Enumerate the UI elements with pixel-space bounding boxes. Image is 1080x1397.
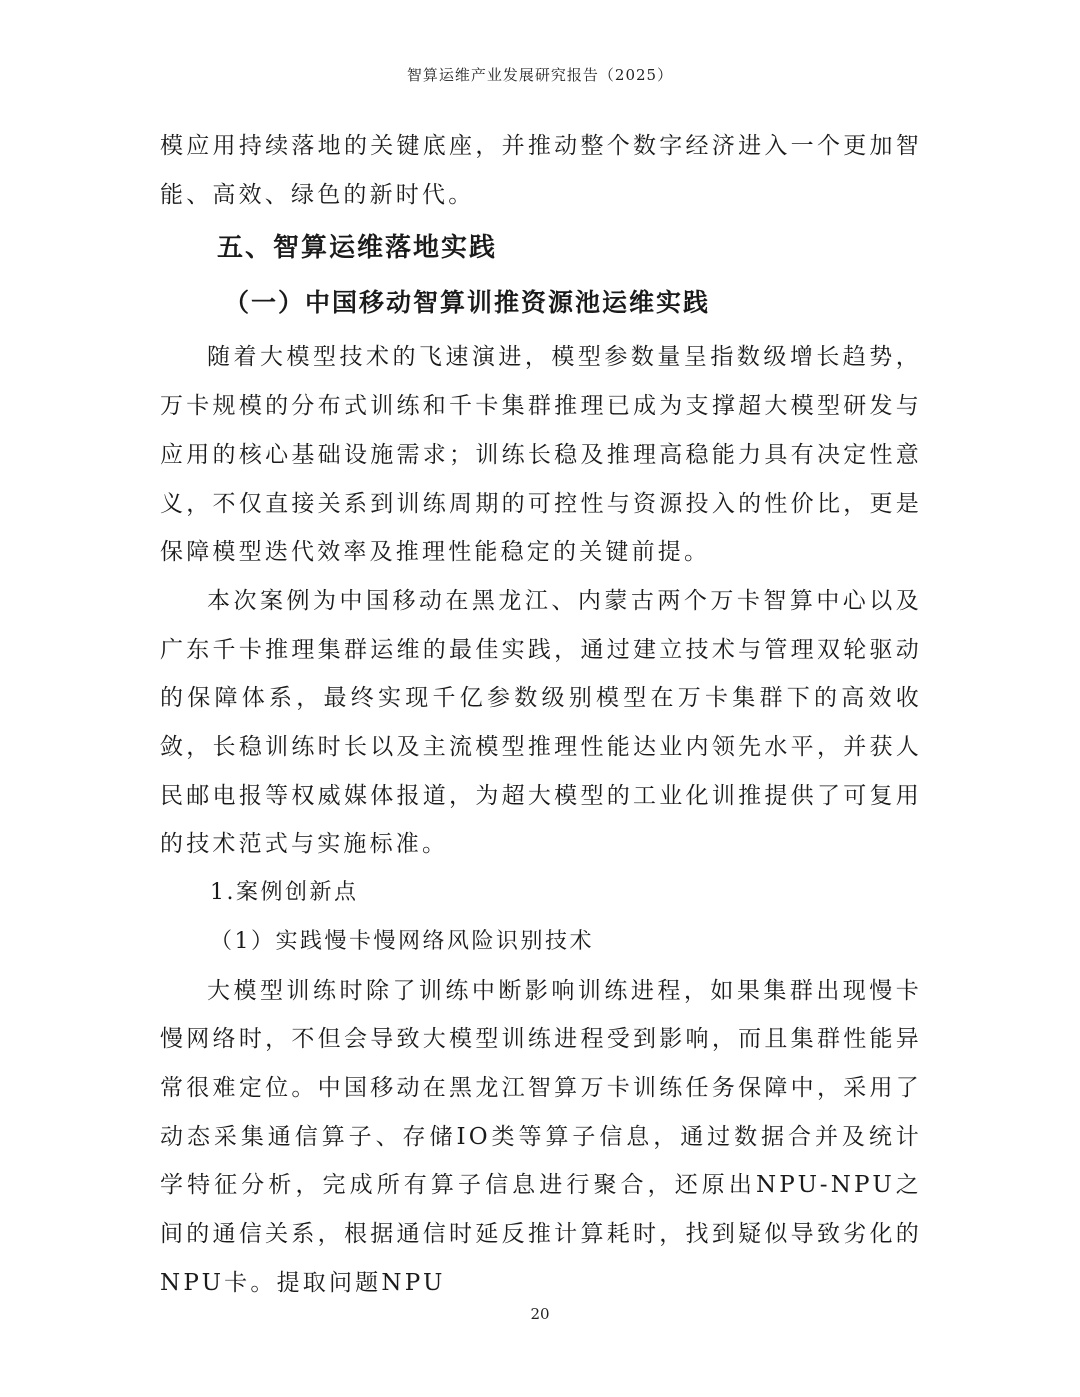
paragraph-tech: 大模型训练时除了训练中断影响训练进程，如果集群出现慢卡慢网络时，不但会导致大模型训练进程受到影响，而且集群性能异常很难定位。中国移动在黑龙江智算万卡训练任务保障中，采用了动态采集通信算子、存储IO类等算子信息，通过数据合并及统计学特征分析，完成所有算子信息进行聚合，还原出NPU-NPU之间的通信关系，根据通信时延反推计算耗时，找到疑似导致劣化的NPU卡。提取问题NPU (160, 977, 922, 1296)
running-header: 智算运维产业发展研究报告（2025） (406, 66, 674, 84)
subpoint-heading: （1）实践慢卡慢网络风险识别技术 (210, 928, 594, 954)
subsection-heading: （一）中国移动智算训推资源池运维实践 (224, 288, 711, 318)
point-heading: 1.案例创新点 (210, 880, 359, 906)
paragraph-continuation: 模应用持续落地的关键底座，并推动整个数字经济进入一个更加智能、高效、绿色的新时代。 (160, 133, 922, 208)
page-number: 20 (530, 1305, 550, 1323)
paragraph-case: 本次案例为中国移动在黑龙江、内蒙古两个万卡智算中心以及广东千卡推理集群运维的最佳实践，通过建立技术与管理双轮驱动的保障体系，最终实现千亿参数级别模型在万卡集群下的高效收敛，长稳训练时长以及主流模型推理性能达业内领先水平，并获人民邮电报等权威媒体报道，为超大模型的工业化训推提供了可复用的技术范式与实施标准。 (160, 587, 922, 858)
section-heading: 五、智算运维落地实践 (217, 233, 498, 264)
page-content (160, 122, 922, 1307)
paragraph-intro: 随着大模型技术的飞速演进，模型参数量呈指数级增长趋势，万卡规模的分布式训练和千卡集群推理已成为支撑超大模型研发与应用的核心基础设施需求；训练长稳及推理高稳能力具有决定性意义，不仅直接关系到训练周期的可控性与资源投入的性价比，更是保障模型迭代效率及推理性能稳定的关键前提。 (160, 344, 922, 566)
